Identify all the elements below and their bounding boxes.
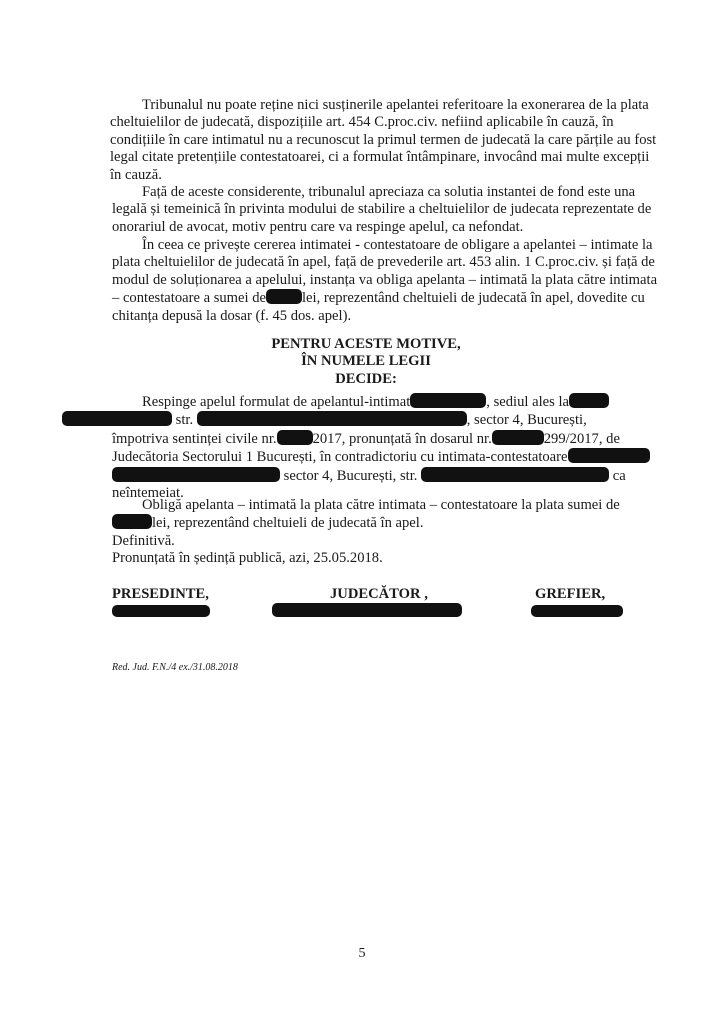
signature-president: [112, 586, 210, 621]
text-segment: Respinge apelul formulat de apelantul-intimat: [142, 394, 411, 410]
redaction-mark: [569, 393, 609, 408]
text-line: legal citate pretențiile contestatoarei, ci a formulat întâmpinare, invocând mai multe excepții: [110, 149, 650, 166]
decision-paragraph: [112, 393, 626, 502]
redaction-mark: [421, 467, 609, 482]
redaction-mark: [112, 605, 210, 617]
redaction-mark: [410, 393, 486, 408]
text-line: În ceea ce privește cererea intimatei - contestatoare de obligare a apelantei – intimate la: [142, 237, 653, 253]
heading-line: DECIDE:: [335, 370, 397, 387]
clerk-label: GREFIER,: [535, 586, 606, 602]
text-segment: sector 4, București, str.: [283, 467, 418, 484]
judge-label: JUDECĂTOR ,: [330, 586, 428, 602]
paragraph-appeal-costs: [112, 237, 658, 325]
signature-clerk: [535, 586, 623, 621]
heading-line: PENTRU ACESTE MOTIVE,: [271, 336, 461, 352]
obligation-paragraph: [112, 497, 620, 568]
text-line: [112, 393, 620, 411]
text-line: [112, 448, 620, 466]
text-line: onorariul de avocat, motiv pentru care va respinge apelul, ca nefondat.: [112, 218, 524, 235]
text-line: Pronunțată în ședință publică, azi, 25.05.2018.: [112, 550, 383, 567]
text-line: plata cheltuielilor de judecată în apel, față de prevederile art. 453 alin. 1 C.proc.civ. și față de: [112, 254, 655, 271]
text-line: legală și temeinică în privinta modului de stabilire a cheltuielilor de judecata reprezentate de: [112, 201, 652, 218]
redaction-mark: [277, 430, 313, 445]
redaction-mark: [531, 605, 623, 617]
text-line: [62, 411, 620, 429]
redaction-mark: [112, 467, 280, 482]
editor-reference: Red. Jud. F.N./4 ex./31.08.2018: [112, 662, 238, 673]
paragraph-considerations: [112, 184, 652, 236]
text-line: neîntemeiat.: [112, 485, 184, 502]
text-segment: împotriva sentinței civile nr.: [112, 430, 277, 447]
text-segment: Judecătoria Sectorului 1 București, în contradictoriu cu intimata-contestatoare: [112, 449, 568, 466]
text-line: [112, 289, 645, 307]
redaction-mark: [197, 411, 467, 426]
text-segment: 2017, pronunțată în dosarul nr.: [312, 430, 492, 447]
text-line: condițiile în care intimatul nu a recunoscut la primul termen de judecată la care părțile au fost: [110, 131, 657, 148]
redaction-mark: [492, 430, 544, 445]
text-line: [112, 430, 620, 448]
text-line: chitanța depusă la dosar (f. 45 dos. apel).: [112, 307, 352, 324]
text-line: cheltuielilor de judecată, dispozițiile art. 454 C.proc.civ. nefiind aplicabile în cauză, în: [110, 114, 614, 131]
text-segment: str.: [175, 412, 194, 429]
text-line: Față de aceste considerente, tribunalul apreciaza ca solutia instantei de fond este una: [142, 184, 636, 200]
text-segment: ca: [612, 467, 626, 484]
paragraph-costs-exoneration: [110, 97, 657, 184]
president-label: PRESEDINTE,: [112, 586, 209, 602]
ruling-heading: [112, 336, 620, 388]
redaction-mark: [62, 411, 172, 426]
text-line: Definitivă.: [112, 532, 175, 549]
redaction-mark: [272, 603, 462, 617]
signature-judge: [308, 586, 462, 621]
text-segment: lei, reprezentând cheltuieli de judecată în apel, dovedite cu: [301, 290, 645, 307]
text-line: modul de soluționarea a apelului, instanța va obliga apelanta – intimată la plata către intimata: [112, 271, 658, 288]
text-line: Tribunalul nu poate reține nici susținerile apelantei referitoare la exonerarea de la plata: [142, 97, 649, 113]
text-line: [112, 514, 620, 532]
text-line: [112, 467, 626, 485]
redaction-mark: [266, 289, 302, 304]
text-segment: lei, reprezentând cheltuieli de judecată în apel.: [152, 515, 424, 532]
text-segment: , sector 4, București,: [466, 412, 587, 429]
text-segment: 299/2017, de: [543, 430, 620, 447]
redaction-mark: [112, 514, 152, 529]
redaction-mark: [568, 448, 650, 463]
text-segment: , sediul ales la: [486, 394, 569, 410]
text-line: Obligă apelanta – intimată la plata către intimata – contestatoare la plata sumei de: [142, 497, 620, 513]
text-segment: – contestatoare a sumei de: [112, 290, 266, 307]
text-line: în cauză.: [110, 166, 162, 183]
page-number: 5: [358, 946, 366, 961]
heading-line: ÎN NUMELE LEGII: [301, 353, 431, 370]
